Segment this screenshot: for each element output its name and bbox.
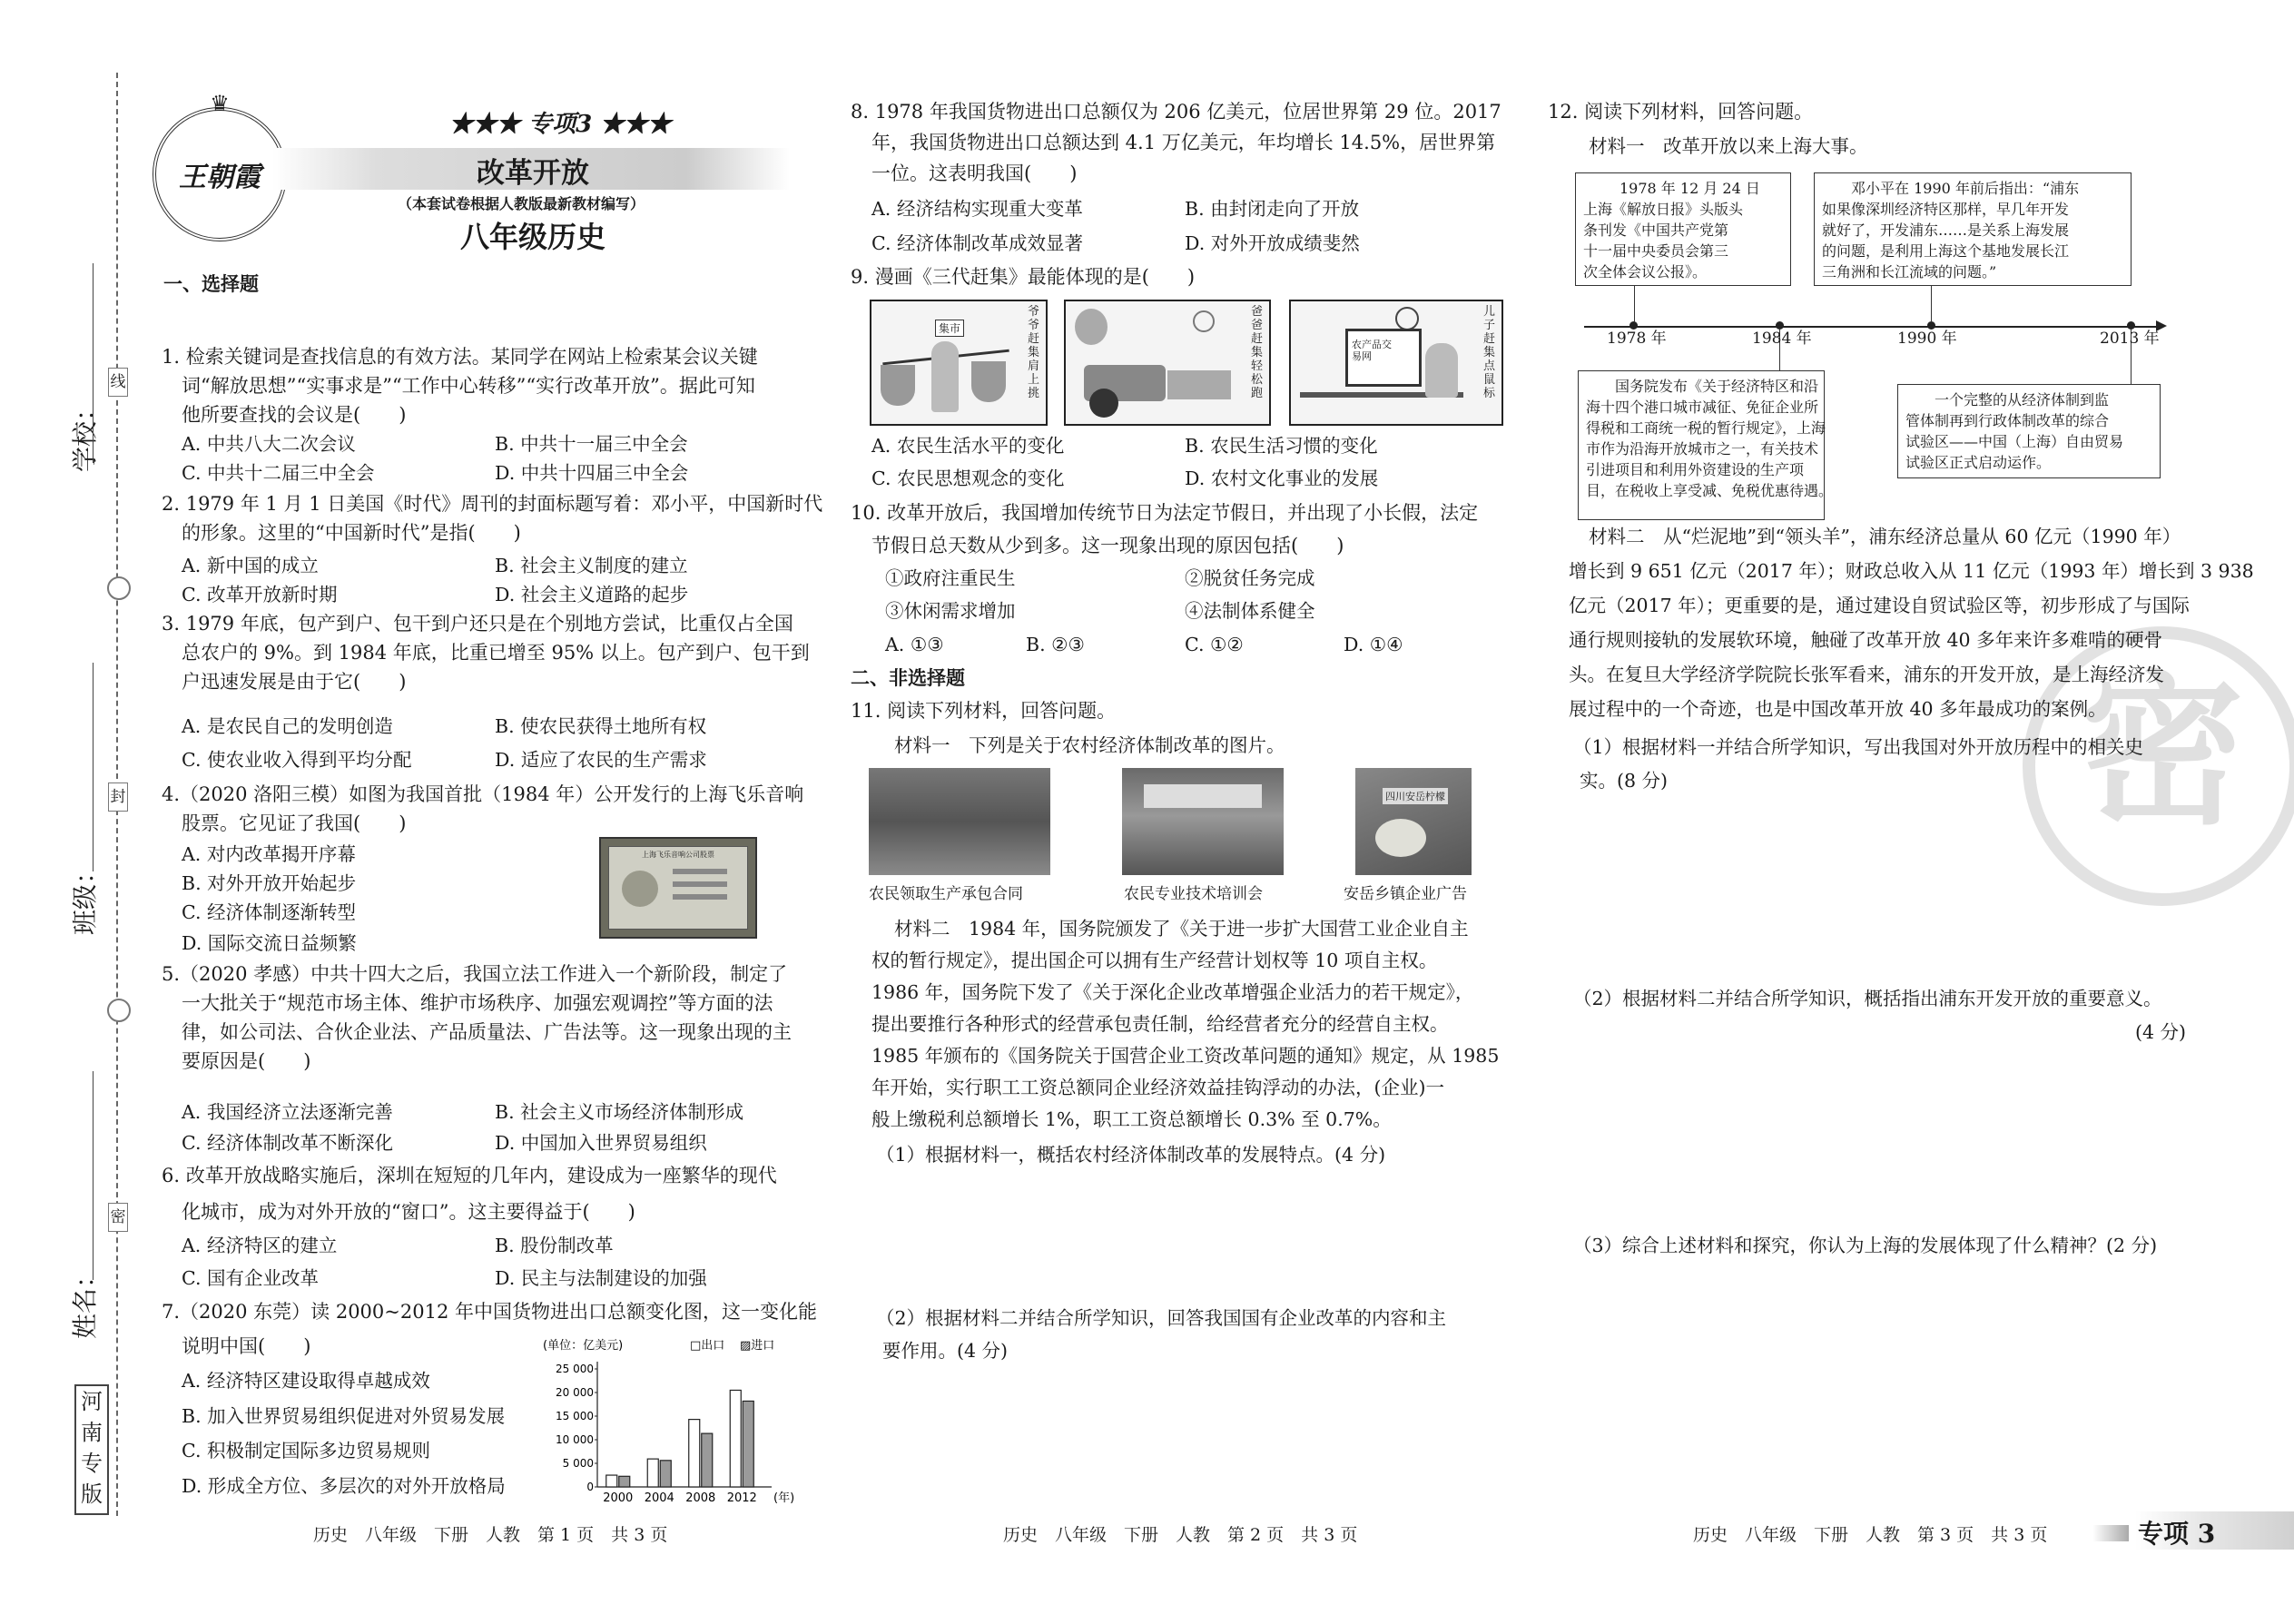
cartoon-panel-2 <box>1064 300 1271 426</box>
option-b[interactable]: B. 使农民获得土地所有权 <box>495 715 707 737</box>
series-tag-label: 专项 3 <box>2138 1519 2216 1549</box>
option-b[interactable]: B. 股份制改革 <box>495 1235 614 1256</box>
question-5: 要原因是( ) <box>182 1050 311 1072</box>
question-8: 年，我国货物进出口总额达到 4.1 万亿美元，年均增长 14.5%，居世界第 <box>871 132 1496 153</box>
option-c[interactable]: C. 经济体制改革成效显著 <box>871 232 1083 254</box>
question-2: 的形象。这里的“中国新时代”是指( ) <box>182 522 521 544</box>
option-c[interactable]: C. 经济体制逐渐转型 <box>182 901 356 923</box>
y-tick-label: 15 000 <box>556 1410 594 1422</box>
subquestion-12-2: （2）根据材料二并结合所学知识，概括指出浦东开发开放的重要意义。 <box>1573 988 2162 1009</box>
school-field[interactable] <box>93 263 94 463</box>
photo-caption: 农民领取生产承包合同 <box>869 885 1023 903</box>
option-c[interactable]: C. 积极制定国际多边贸易规则 <box>182 1440 430 1462</box>
statement-item: ①政府注重民生 <box>885 567 1016 589</box>
connector-line <box>1931 286 1932 322</box>
tree-icon <box>1075 309 1108 345</box>
cartoon-caption-2: 爸爸赶集轻松跑 <box>1251 305 1264 400</box>
subquestion-11-2: 要作用。(4 分) <box>882 1340 1009 1362</box>
cartoon-panel-1 <box>870 300 1048 426</box>
confidential-watermark: 密 <box>2023 626 2294 906</box>
bar-export <box>730 1390 741 1487</box>
edition-tag: 河 南 专 版 <box>74 1384 109 1515</box>
option-a[interactable]: A. 我国经济立法逐渐完善 <box>182 1101 393 1123</box>
option-b[interactable]: B. 社会主义市场经济体制形成 <box>495 1101 744 1123</box>
material-2: 年开始，实行职工工资总额同企业经济效益挂钩浮动的办法，(企业)一 <box>871 1077 1444 1098</box>
question-5: 一大批关于“规范市场主体、维护市场秩序、加强宏观调控”等方面的法 <box>182 992 773 1014</box>
question-11: 11. 阅读下列材料，回答问题。 <box>851 700 1117 722</box>
option-c[interactable]: C. 农民思想观念的变化 <box>871 468 1065 489</box>
answer-area-11-2[interactable] <box>871 1371 1498 1507</box>
series-label: ★★★ 专项3 ★★★ <box>449 111 672 138</box>
option-b[interactable]: B. ②③ <box>1026 634 1085 655</box>
photo-caption: 安岳乡镇企业广告 <box>1344 885 1467 903</box>
option-c[interactable]: C. 中共十二届三中全会 <box>182 462 375 484</box>
option-d[interactable]: D. 适应了农民的生产需求 <box>495 749 707 771</box>
option-a[interactable]: A. 中共八大二次会议 <box>182 433 356 455</box>
option-c[interactable]: C. 经济体制改革不断深化 <box>182 1132 393 1154</box>
material-2: 1986 年，国务院下发了《关于深化企业改革增强企业活力的若干规定》， <box>871 981 1474 1003</box>
option-a[interactable]: A. 新中国的成立 <box>182 555 319 576</box>
option-d[interactable]: D. 形成全方位、多层次的对外开放格局 <box>182 1475 506 1497</box>
question-6: 化城市，成为对外开放的“窗口”。这主要得益于( ) <box>182 1201 635 1223</box>
timeline-axis <box>1584 326 2158 328</box>
cartoon-caption-3: 儿子赶集点鼠标 <box>1483 305 1496 400</box>
question-1: 词“解放思想”“实事求是”“工作中心转移”“实行改革开放”。据此可知 <box>182 375 755 397</box>
stock-certificate-image: 上海飞乐音响公司股票 <box>599 837 757 939</box>
statement-item: ④法制体系健全 <box>1185 600 1315 622</box>
margin-ornament-icon <box>107 999 131 1022</box>
y-tick-label: 0 <box>586 1481 594 1493</box>
question-12: 12. 阅读下列材料，回答问题。 <box>1548 101 1814 123</box>
question-8: 一位。这表明我国( ) <box>871 162 1078 184</box>
timeline-year: 2013 年 <box>2100 330 2160 348</box>
x-tick-label: 2012 <box>726 1491 757 1505</box>
page-footer: 历史 八年级 下册 人教 第 3 页 共 3 页 <box>1693 1525 2048 1545</box>
photo-training <box>1122 768 1284 875</box>
edition-note: （本套试卷根据人教版最新教材编写） <box>398 195 645 212</box>
y-tick-label: 5 000 <box>562 1457 594 1470</box>
option-d[interactable]: D. 中共十四届三中全会 <box>495 462 689 484</box>
option-d[interactable]: D. 国际交流日益频繁 <box>182 932 357 954</box>
legend-import: ▨进口 <box>740 1339 775 1353</box>
option-a[interactable]: A. 农民生活水平的变化 <box>871 435 1065 457</box>
question-3: 户迅速发展是由于它( ) <box>182 671 407 693</box>
margin-ornament-icon <box>107 576 131 600</box>
subquestion-12-1: （1）根据材料一并结合所学知识，写出我国对外开放历程中的相关史 <box>1573 736 2144 758</box>
sun-icon <box>1193 310 1215 332</box>
option-d[interactable]: D. ①④ <box>1344 634 1403 655</box>
cartoon-panel-3 <box>1289 300 1503 426</box>
bar-import <box>743 1401 753 1487</box>
class-field[interactable] <box>93 663 94 871</box>
cartoon-caption-1: 爷爷赶集肩上挑 <box>1028 305 1040 400</box>
photo-caption: 农民专业技术培训会 <box>1124 885 1263 903</box>
question-7: 7.（2020 东莞）读 2000~2012 年中国货物进出口总额变化图，这一变化能 <box>162 1301 817 1323</box>
seal-mark: 封 <box>108 782 128 812</box>
lemon-icon <box>1375 819 1426 857</box>
answer-area-12-2[interactable] <box>1569 1053 2195 1235</box>
basket-icon <box>971 361 1006 402</box>
statement-item: ②脱贫任务完成 <box>1185 567 1315 589</box>
bar-import <box>660 1461 671 1487</box>
y-tick-label: 10 000 <box>556 1433 594 1446</box>
connector-line <box>1634 286 1635 322</box>
answer-area-12-3[interactable] <box>1569 1266 2195 1502</box>
class-label: 班级： <box>70 858 100 935</box>
material-2: 亿元（2017 年）；更重要的是，通过建设自贸试验区等，初步形成了与国际 <box>1569 595 2190 616</box>
question-8: 8. 1978 年我国货物进出口总额仅为 206 亿美元，位居世界第 29 位。2017 <box>851 101 1501 123</box>
material-2: 权的暂行规定》，提出国企可以拥有生产经营计划权等 10 项自主权。 <box>871 950 1438 971</box>
corner-decoration <box>2092 1525 2129 1541</box>
x-tick-label: 2004 <box>644 1491 674 1505</box>
bar-import <box>619 1476 630 1487</box>
option-d[interactable]: D. 民主与法制建设的加强 <box>495 1267 707 1289</box>
chart-ylabel: (单位：亿美元) <box>543 1339 624 1353</box>
option-b[interactable]: B. 农民生活习惯的变化 <box>1185 435 1378 457</box>
material-2: 通行规则接轨的发展软环境，触碰了改革开放 40 多年来许多难啃的硬骨 <box>1569 629 2163 651</box>
subquestion-11-1: （1）根据材料一，概括农村经济体制改革的发展特点。(4 分) <box>876 1144 1386 1166</box>
x-unit-label: (年) <box>773 1491 795 1505</box>
basket-icon <box>881 365 915 406</box>
photo-lemon-ad: 四川安岳柠檬 <box>1355 768 1472 875</box>
option-a[interactable]: A. ①③ <box>885 634 944 655</box>
question-4: 4.（2020 洛阳三模）如图为我国首批（1984 年）公开发行的上海飞乐音响 <box>162 783 804 805</box>
school-label: 学校： <box>70 395 100 472</box>
question-10: 10. 改革开放后，我国增加传统节日为法定节假日，并出现了小长假，法定 <box>851 502 1479 524</box>
option-c[interactable]: C. ①② <box>1185 634 1244 655</box>
option-a[interactable]: A. 是农民自己的发明创造 <box>182 715 393 737</box>
bar-export <box>647 1459 658 1487</box>
option-c[interactable]: C. 国有企业改革 <box>182 1267 319 1289</box>
option-d[interactable]: D. 社会主义道路的起步 <box>495 584 689 605</box>
question-1: 1. 检索关键词是查找信息的有效方法。某同学在网站上检索某会议关键 <box>162 346 758 368</box>
computer-monitor-icon: 农产品交易网 <box>1345 329 1422 387</box>
x-tick-label: 2000 <box>603 1491 634 1505</box>
option-b[interactable]: B. 加入世界贸易组织促进对外贸易发展 <box>182 1405 506 1427</box>
farmer-figure <box>931 341 959 412</box>
option-b[interactable]: B. 社会主义制度的建立 <box>495 555 688 576</box>
photo-contract <box>869 768 1050 875</box>
event-box-1978: 1978 年 12 月 24 日 上海《解放日报》头版头 条刊发《中国共产党第 十一届中央委员会第三 次全体会议公报》。 <box>1575 172 1791 286</box>
line-mark: 线 <box>108 368 128 397</box>
subquestion-12-1: 实。(8 分) <box>1580 770 1669 792</box>
timeline-year: 1984 年 <box>1752 330 1812 348</box>
answer-area-11-1[interactable] <box>871 1173 1498 1300</box>
material-2: 材料二 1984 年，国务院颁发了《关于进一步扩大国营工业企业自主 <box>894 918 1469 940</box>
x-tick-label: 2008 <box>685 1491 716 1505</box>
bar-export <box>606 1475 617 1487</box>
question-9: 9. 漫画《三代赶集》最能体现的是( ) <box>851 266 1196 288</box>
name-label: 姓名： <box>70 1262 100 1339</box>
page-title: 改革开放 <box>477 157 589 190</box>
option-d[interactable]: D. 对外开放成绩斐然 <box>1185 232 1360 254</box>
question-7: 说明中国( ) <box>182 1335 311 1357</box>
option-a[interactable]: A. 对内改革揭开序幕 <box>182 843 356 865</box>
page-footer: 历史 八年级 下册 人教 第 2 页 共 3 页 <box>1003 1525 1358 1545</box>
market-sign: 集市 <box>935 320 964 337</box>
material-2: 增长到 9 651 亿元（2017 年）；财政总收入从 11 亿元（1993 年）增长到 3 938 <box>1569 560 2254 582</box>
question-1: 他所要查找的会议是( ) <box>182 404 407 426</box>
y-tick-label: 25 000 <box>556 1363 594 1375</box>
trailer-icon <box>1167 370 1231 399</box>
statement-item: ③休闲需求增加 <box>885 600 1016 622</box>
page-footer: 历史 八年级 下册 人教 第 1 页 共 3 页 <box>313 1525 668 1545</box>
score-note: (4 分) <box>2135 1021 2187 1043</box>
question-6: 6. 改革开放战略实施后，深圳在短短的几年内，建设成为一座繁华的现代 <box>162 1165 777 1186</box>
subquestion-11-2: （2）根据材料二并结合所学知识，回答我国国有企业改革的内容和主 <box>876 1307 1447 1329</box>
question-2: 2. 1979 年 1 月 1 日美国《时代》周刊的封面标题写着：邓小平，中国新时代 <box>162 493 823 515</box>
section-heading: 二、非选择题 <box>851 666 965 689</box>
option-a[interactable]: A. 经济特区建设取得卓越成效 <box>182 1370 430 1392</box>
question-4: 股票。它见证了我国( ) <box>182 812 407 834</box>
option-d[interactable]: D. 农村文化事业的发展 <box>1185 468 1379 489</box>
material-2: 般上缴税利总额增长 1%，职工工资总额增长 0.3% 至 0.7%。 <box>871 1108 1392 1130</box>
material-2: 展过程中的一个奇迹，也是中国改革开放 40 多年最成功的案例。 <box>1569 698 2107 720</box>
bar-import <box>702 1433 713 1487</box>
event-box-1990: 邓小平在 1990 年前后指出：“浦东 如果像深圳经济特区那样，早几年开发 就好了，开发浦东……是关系上海发展 的问题，是利用上海这个基地发展长江 三角洲和长江流域的问题。” <box>1814 172 2132 286</box>
option-b[interactable]: B. 对外开放开始起步 <box>182 872 357 894</box>
wheel-icon <box>1089 389 1118 418</box>
material-2: 材料二 从“烂泥地”到“领头羊”，浦东经济总量从 60 亿元（1990 年） <box>1589 526 2181 547</box>
option-a[interactable]: A. 经济结构实现重大变革 <box>871 198 1083 220</box>
question-5: 律，如公司法、合伙企业法、产品质量法、广告法等。这一现象出现的主 <box>182 1021 792 1043</box>
option-b[interactable]: B. 由封闭走向了开放 <box>1185 198 1360 220</box>
legend-export: □出口 <box>690 1339 725 1353</box>
material-2: 头。在复旦大学经济学院院长张军看来，浦东的开发开放，是上海经济发 <box>1569 664 2164 685</box>
option-c[interactable]: C. 改革开放新时期 <box>182 584 338 605</box>
question-10: 节假日总天数从少到多。这一现象出现的原因包括( ) <box>871 535 1344 556</box>
timeline-year: 1990 年 <box>1897 330 1957 348</box>
binding-margin <box>0 0 136 1624</box>
option-c[interactable]: C. 使农业收入得到平均分配 <box>182 749 412 771</box>
event-box-2013: 一个完整的从经济体制到监 管体制再到行政体制改革的综合 试验区——中国（上海）自由贸易 试验区正式启动运作。 <box>1897 384 2161 478</box>
material-1-intro: 材料一 下列是关于农村经济体制改革的图片。 <box>894 734 1285 756</box>
question-5: 5.（2020 孝感）中共十四大之后，我国立法工作进入一个新阶段，制定了 <box>162 963 788 985</box>
trade-bar-chart <box>536 1333 808 1505</box>
subject-title: 八年级历史 <box>460 220 606 254</box>
option-a[interactable]: A. 经济特区的建立 <box>182 1235 338 1256</box>
material-2: 提出要推行各种形式的经营承包责任制，给经营者充分的经营自主权。 <box>871 1013 1449 1035</box>
subquestion-12-3: （3）综合上述材料和探究，你认为上海的发展体现了什么精神？(2 分) <box>1573 1235 2158 1256</box>
event-box-1984: 国务院发布《关于经济特区和沿 海十四个港口城市减征、免征企业所 得税和工商统一税的暂行规定》，上海 市作为沿海开放城市之一，有关技术 引进项目和利用外资建设的生产项 目，在税收上享受减、免税优惠待遇。 <box>1578 370 1825 520</box>
y-tick-label: 20 000 <box>556 1386 594 1399</box>
brand-logo: ♛ 王朝霞 <box>153 107 287 241</box>
material-2: 1985 年颁布的《国务院关于国营企业工资改革问题的通知》规定，从 1985 <box>871 1045 1500 1067</box>
section-heading: 一、选择题 <box>163 272 259 295</box>
young-man-figure <box>1425 343 1458 398</box>
clock-icon <box>1395 307 1419 330</box>
question-3: 总农户的 9%。到 1984 年底，比重已增至 95% 以上。包产到户、包干到 <box>182 642 810 664</box>
material-1-intro: 材料一 改革开放以来上海大事。 <box>1589 135 1868 157</box>
answer-area-12-1[interactable] <box>1569 799 2195 980</box>
name-field[interactable] <box>93 1071 94 1280</box>
option-b[interactable]: B. 中共十一届三中全会 <box>495 433 688 455</box>
crown-icon: ♛ <box>210 91 230 116</box>
question-3: 3. 1979 年底，包产到户、包干到户还只是在个别地方尝试，比重仅占全国 <box>162 613 793 635</box>
timeline-year: 1978 年 <box>1607 330 1667 348</box>
option-d[interactable]: D. 中国加入世界贸易组织 <box>495 1132 707 1154</box>
secret-mark: 密 <box>108 1203 128 1232</box>
bar-export <box>689 1420 700 1487</box>
